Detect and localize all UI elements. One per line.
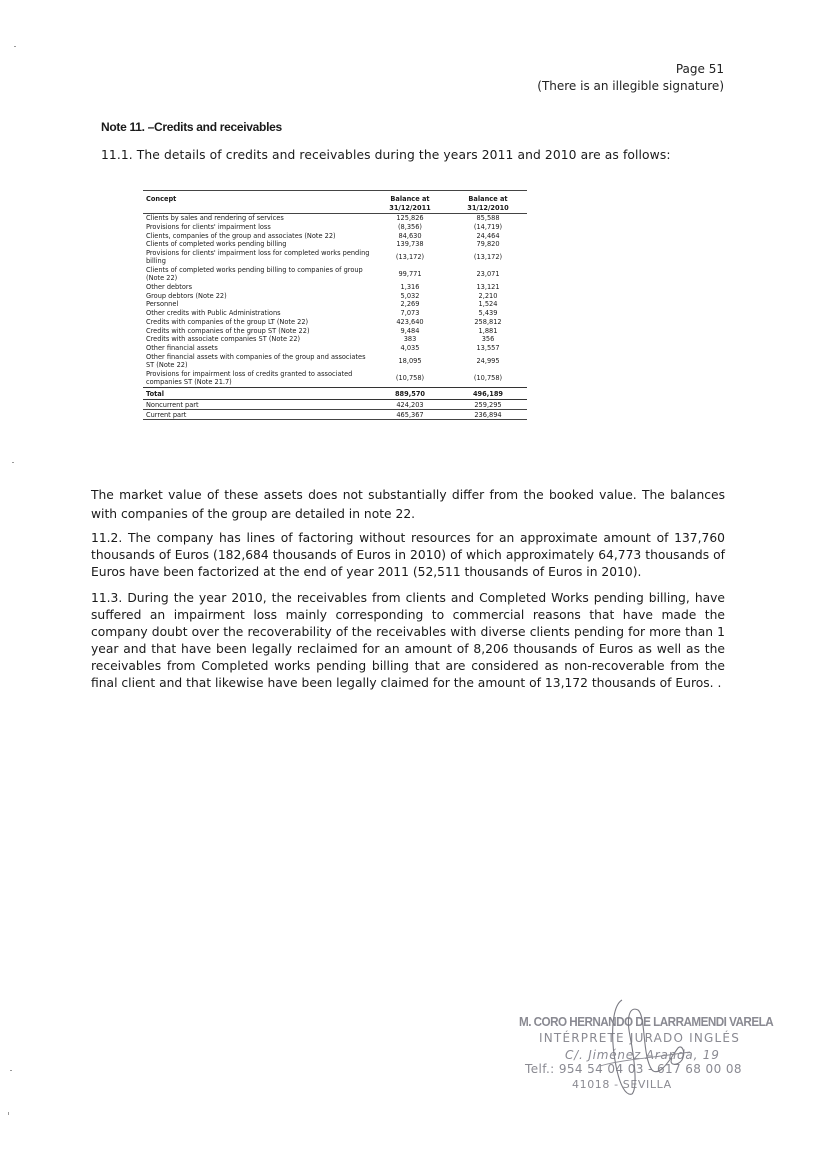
header-concept: Concept [146, 195, 177, 203]
table-row: Provisions for clients' impairment loss (8,356) (14,719) [146, 223, 503, 232]
table-row: Clients of completed works pending billing to companies of group (Note 22) 99,771 23,071 [146, 266, 500, 283]
stamp-name: M. CORO HERNANDO DE LARRAMENDI VARELA [519, 1014, 774, 1029]
scan-speck [10, 1070, 12, 1071]
table-row: Clients, companies of the group and associates (Note 22) 84,630 24,464 [146, 231, 500, 240]
stamp-phone: Telf.: 954 54 04 03 - 617 68 00 08 [525, 1062, 742, 1076]
stamp-title: INTÉRPRETE JURADO INGLÉS [539, 1031, 741, 1045]
table-row: Clients of completed works pending billing 139,738 79,820 [146, 240, 500, 249]
signature-note: (There is an illegible signature) [537, 79, 724, 93]
intro-text: 11.1. The details of credits and receivables during the years 2011 and 2010 are as follows: [101, 148, 671, 162]
table-row: Other debtors 1,316 13,121 [146, 283, 500, 292]
scan-speck [14, 46, 16, 47]
credits-table [143, 190, 527, 420]
table-header-row [143, 190, 527, 214]
table-row: Group debtors (Note 22) 5,032 2,210 [146, 291, 498, 300]
table-subtotal-row: Noncurrent part 424,203 259,295 [143, 400, 527, 410]
table-row: Clients by sales and rendering of services 125,826 85,588 [146, 214, 500, 223]
table-row: Other financial assets 4,035 13,557 [146, 343, 500, 352]
paragraph-market-value: The market value of these assets does not substantially differ from the booked value. The balances with companies of the group are detailed in note 22. [91, 488, 725, 521]
page-number: Page 51 [675, 62, 724, 76]
header-2011: Balance at 31/12/2011 [389, 195, 431, 212]
header-2010: Balance at 31/12/2010 [467, 195, 509, 212]
paragraph-impairment: 11.3. During the year 2010, the receivables from clients and Completed Works pending billing, have suffered an impairment loss mainly corresponding to commercial reasons that have made the company doubt over the recoverability of the receivables with diverse clients pending for more than 1 year and that have been legally reclaimed for an amount of 8,206 thousands of Euros as well as the receivables from Completed works pending billing that are considered as non-recoverable from the final client and that likewise have been legally claimed for the amount of 13,172 thousands of Euros. . [91, 591, 725, 690]
paragraph-factoring: 11.2. The company has lines of factoring without resources for an approximate amount of 137,760 thousands of Euros (182,684 thousands of Euros in 2010) of which approximately 64,773 thousands of Euros have been factorized at the end of year 2011 (52,511 thousands of Euros in 2010). [91, 531, 725, 579]
scan-speck [12, 462, 14, 463]
table-subtotal-row: Current part 465,367 236,894 [143, 410, 527, 420]
stamp-city: 41018 - SEVILLA [572, 1078, 672, 1091]
table-row: Provisions for clients' impairment loss for completed works pending billing (13,172) (13,172) [146, 249, 503, 266]
handwritten-signature-icon [560, 996, 710, 1102]
table-row: Provisions for impairment loss of credits granted to associated companies ST (Note 21.7) (10,758) (10,758) [146, 369, 503, 386]
table-row: Personnel 2,269 1,524 [146, 300, 498, 309]
stamp-address: C/. Jiménez Aranda, 19 [565, 1048, 720, 1062]
note-title: Note 11. –Credits and receivables [101, 120, 282, 134]
table-row: Other financial assets with companies of the group and associates ST (Note 22) 18,095 24,995 [146, 352, 500, 369]
table-total-row: Total 889,570 496,189 [143, 387, 527, 400]
table-row: Other credits with Public Administrations 7,073 5,439 [146, 309, 498, 318]
table-row: Credits with companies of the group ST (Note 22) 9,484 1,881 [146, 326, 498, 335]
table-row: Credits with companies of the group LT (Note 22) 423,640 258,812 [146, 317, 502, 326]
table-row: Credits with associate companies ST (Note 22) 383 356 [146, 335, 495, 344]
scan-speck [8, 1112, 9, 1115]
